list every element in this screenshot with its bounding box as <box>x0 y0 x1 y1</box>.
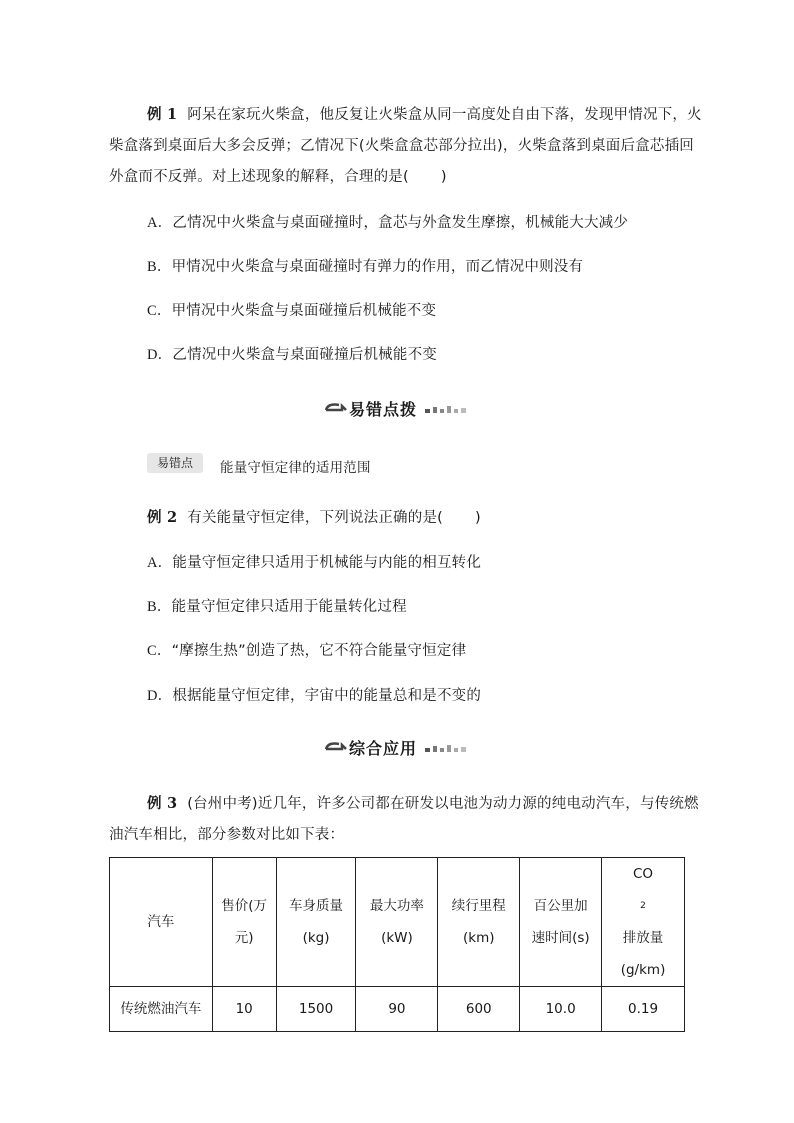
mistake-point-badge: 易错点 <box>147 453 203 473</box>
example3-line2: 油汽车相比，部分参数对比如下表： <box>109 827 345 843</box>
example3-label: 例 3 <box>147 795 178 812</box>
example2-stem: 例 2 有关能量守恒定律，下列说法正确的是( ) <box>147 509 481 526</box>
example2-option-a: A．能量守恒定律只适用于机械能与内能的相互转化 <box>147 555 482 571</box>
example1-option-b: B．甲情况中火柴盒与桌面碰撞时有弹力的作用，而乙情况中则没有 <box>147 259 584 275</box>
example1-option-c: C．甲情况中火柴盒与桌面碰撞后机械能不变 <box>147 303 437 319</box>
section-title: 综合应用 <box>349 739 418 758</box>
table-header-cell: 续行里程 (km) <box>438 858 520 987</box>
section-header-mistakes <box>325 397 470 419</box>
table-header-cell: 最大功率 (kW) <box>356 858 438 987</box>
table-header-cell: 百公里加 速时间(s) <box>520 858 602 987</box>
example2-label: 例 2 <box>147 509 178 526</box>
table-cell: 0.19 <box>602 987 685 1032</box>
table-cell: 10.0 <box>520 987 602 1032</box>
table-cell: 90 <box>356 987 438 1032</box>
example2-option-b: B．能量守恒定律只适用于能量转化过程 <box>147 599 407 615</box>
arrow-icon <box>325 740 347 752</box>
section-title: 易错点拨 <box>349 400 418 419</box>
example1-line2: 柴盒落到桌面后大多会反弹；乙情况下(火柴盒盒芯部分拉出)，火柴盒落到桌面后盒芯插回 <box>109 138 695 154</box>
dots-decoration-icon <box>425 403 469 415</box>
arrow-icon <box>325 401 347 413</box>
section-header-application <box>325 736 470 758</box>
example3-line1: 例 3 (台州中考)近几年，许多公司都在研发以电池为动力源的纯电动汽车，与传统燃 <box>147 795 699 812</box>
table-header-cell: CO 2 排放量 (g/km) <box>602 858 685 987</box>
table-header-cell: 售价(万 元) <box>212 858 276 987</box>
example1-option-a: A．乙情况中火柴盒与桌面碰撞时，盒芯与外盒发生摩擦，机械能大大减少 <box>147 215 629 231</box>
table-header-cell: 车身质量 (kg) <box>276 858 356 987</box>
table-header-row <box>110 858 685 987</box>
table-row <box>110 987 685 1032</box>
comparison-table <box>109 857 685 1032</box>
table-cell: 传统燃油汽车 <box>110 987 213 1032</box>
example1-option-d: D．乙情况中火柴盒与桌面碰撞后机械能不变 <box>147 347 437 363</box>
example2-option-c: C．“摩擦生热”创造了热，它不符合能量守恒定律 <box>147 643 467 659</box>
table-cell: 1500 <box>276 987 356 1032</box>
example1-line3: 外盒而不反弹。对上述现象的解释，合理的是( ) <box>109 169 447 185</box>
table-cell: 600 <box>438 987 520 1032</box>
example1-label: 例 1 <box>147 106 178 123</box>
table-header-cell: 汽车 <box>110 858 213 987</box>
example1-line1: 例 1 阿呆在家玩火柴盒，他反复让火柴盒从同一高度处自由下落，发现甲情况下，火 <box>147 106 702 123</box>
example2-option-d: D．根据能量守恒定律，宇宙中的能量总和是不变的 <box>147 688 482 704</box>
table-cell: 10 <box>212 987 276 1032</box>
mistake-point-title: 能量守恒定律的适用范围 <box>220 460 371 476</box>
dots-decoration-icon <box>425 742 469 754</box>
